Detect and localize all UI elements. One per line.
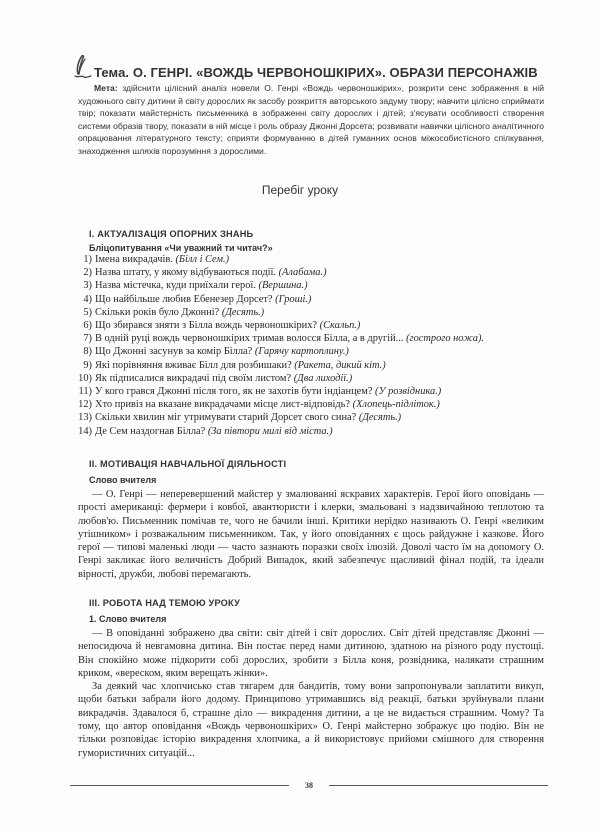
quiz-question: 1) Імена викрадачів. (Білл і Сем.) [83, 254, 230, 265]
goal-text: здійснити цілісний аналіз новели О. Генрі «Вождь червоношкірих», розкрити сенс зображення в ній художнього світу дитини й світу дорослих як засобу розкриття авторського задуму твору; навчити цілісно сприймати твір; показати майстерність письменника в зображенні світу дорослих і дітей; з'ясувати особливості створення системи образів твору, показати в ній місце і роль образу Джонні Дорсета; розвивати навички цілісного аналітичного опрацювання літературного тексту; сприяти формуванню в дітей гуманних основ міжособистісного спілкування, знаходження шляхів порозуміння з дорослими. [78, 83, 544, 156]
lesson-title-row [70, 54, 550, 80]
paragraph: — О. Генрі — неперевершений майстер у змалюванні яскравих характерів. Герої його оповідань — прості американці: фермери і ковбої, авантюристи і клерки, змальовані з надзвичайною теплотою та любов'ю. Письменник помічав те, чого не бачили інші. Критики нерідко називають О. Генрі «великим утішником» і розважальним письменником. Так, у його оповіданнях є щось райдужне і казкове. Його герої — типові маленькі люди — часто зазнають поразки своїх ілюзій. Доволі часто їм на допомогу О. Генрі закликає його величність Добрий Випадок, який забезпечує щасливий фінал подій, та ідеали вірності, дружби, любові перемагають. [78, 489, 544, 580]
quiz-question: 7) В одній руці вождь червоношкірих тримав волосся Білла, а в другій... (гострого ножа). [83, 333, 484, 345]
section-1-heading: І. АКТУАЛІЗАЦІЯ ОПОРНИХ ЗНАНЬ [89, 229, 254, 239]
teacher-word-paragraph [78, 488, 544, 581]
lesson-goal [78, 82, 544, 158]
section-2-subheading: Слово вчителя [89, 475, 157, 485]
quiz-question: 14) Де Сем наздогнав Білла? (За півтори милі від міста.) [78, 425, 333, 437]
paragraph: За деякий час хлопчисько став тягарем для бандитів, тому вони запропонували заплатити викуп, щоби батьки забрали його додому. Принципово утримавшись від реакції, батьки зруйнували плани викрадачів. Здавалося б, страшне діло — викрадення дитини, а це не видається страшним. Чому? Та тому, що автор оповідання «Вождь червоношкірих» О. Генрі майстерно зображує цю подію. Він не тільки розповідає історію викрадення хлопчика, а й використовує прийоми смішного для створення гумористичних ситуацій... [78, 681, 544, 759]
quiz-question-list [76, 253, 546, 438]
page-number: 38 [305, 781, 313, 790]
course-heading: Перебіг уроку [261, 183, 339, 197]
quiz-question: 6) Що збирався зняти з Білла вождь червоношкірих? (Скальп.) [83, 320, 361, 332]
quiz-question: 8) Що Джонні засунув за комір Білла? (Гарячу картоплину.) [83, 346, 349, 358]
quiz-question: 9) Які порівняння вживає Білл для розбишаки? (Ракета, дикий кіт.) [83, 359, 386, 371]
lesson-title: Тема. О. ГЕНРІ. «ВОЖДЬ ЧЕРВОНОШКІРИХ». ОБРАЗИ ПЕРСОНАЖІВ [94, 65, 538, 80]
quiz-question: 3) Назва містечка, куди приїхали герої. (Вершина.) [83, 280, 308, 292]
footer-divider-right [329, 785, 548, 786]
quiz-question: 2) Назва штату, у якому відбуваються події. (Алабама.) [83, 267, 327, 279]
section-3-heading: ІІІ. РОБОТА НАД ТЕМОЮ УРОКУ [89, 598, 240, 608]
pen-icon [70, 54, 92, 80]
goal-label: Мета: [94, 83, 118, 93]
lesson-work-text [78, 627, 544, 760]
section-2-heading: ІІ. МОТИВАЦІЯ НАВЧАЛЬНОЇ ДІЯЛЬНОСТІ [89, 459, 287, 469]
quiz-question: 10) Як підписалися викрадачі під своїм листом? (Два лиходії.) [78, 372, 353, 384]
quiz-question: 4) Що найбільше любив Ебенезер Дорсет? (Гроші.) [83, 293, 312, 305]
footer-divider-left [70, 785, 289, 786]
quiz-question: 11) У кого грався Джонні після того, як не захотів бути індіанцем? (У розвідника.) [78, 386, 442, 398]
paragraph: — В оповіданні зображено два світи: світ дітей і світ дорослих. Світ дітей представляє Джонні — непосидюча й невгамовна дитина. Він постає перед нами дитиною, здатною на різного роду пустощі. Він спокійно може підкорити собі дорослих, зробити з Білла коня, розвідника, налякати страшним криком, «вереском, яким верещать жінки». [78, 628, 544, 679]
quiz-question: 5) Скільки років було Джонні? (Десять.) [83, 306, 265, 318]
page-footer [70, 781, 548, 790]
quiz-question: 13) Скільки хвилин міг утримувати старий Дорсет свого сина? (Десять.) [78, 412, 402, 424]
quiz-question: 12) Хто привіз на вказане викрадачами місце лист-відповідь? (Хлопець-підліток.) [78, 399, 440, 411]
section-1-subheading: Бліцопитування «Чи уважний ти читач?» [89, 243, 273, 253]
section-3-subheading: 1. Слово вчителя [89, 614, 167, 624]
